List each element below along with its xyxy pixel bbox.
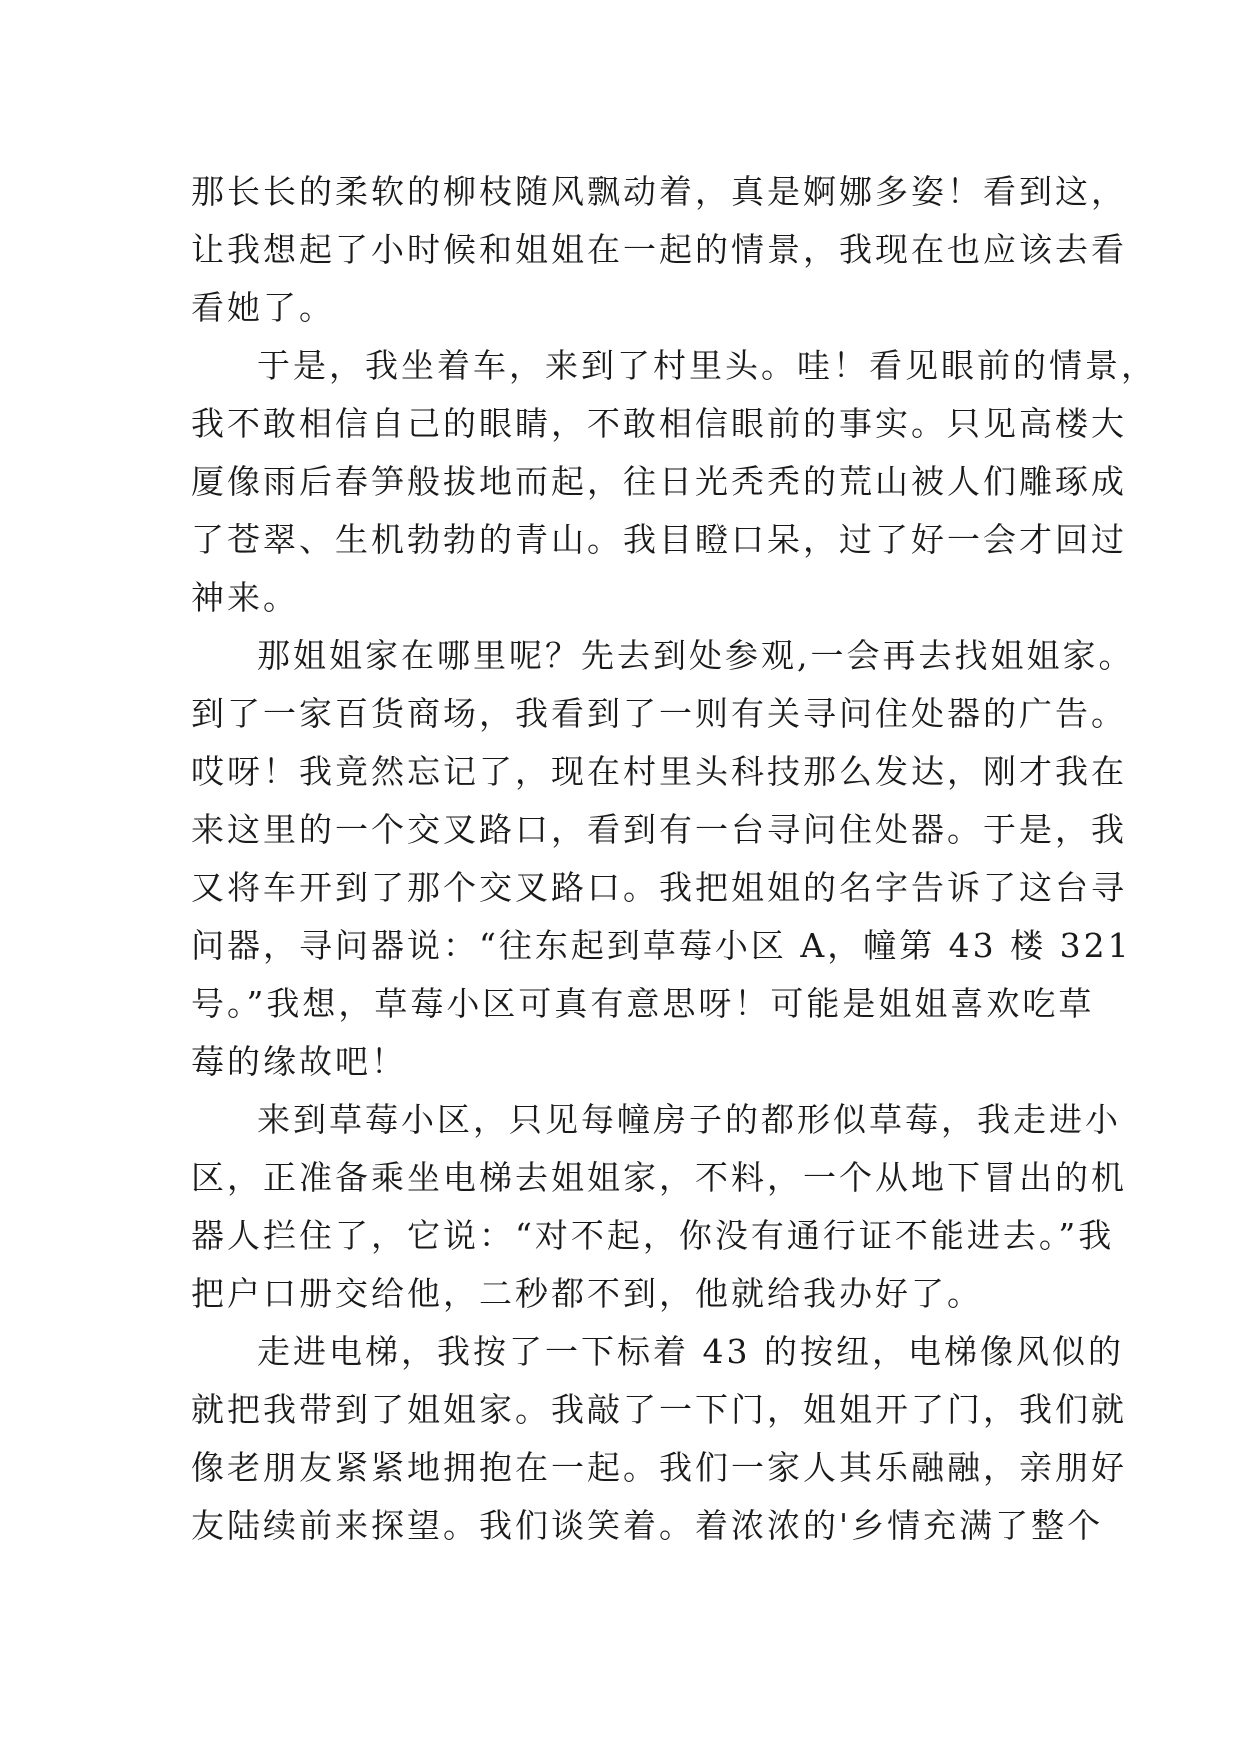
paragraph-line: 莓的缘故吧！ [191, 1042, 407, 1081]
paragraph-2 [191, 337, 1157, 627]
paragraph-line: 那姐姐家在哪里呢？先去到处参观,一会再去找姐姐家。 [257, 636, 1135, 675]
document-body [191, 163, 1157, 1555]
paragraph-line: 来到草莓小区，只见每幢房子的都形似草莓，我走进小 [257, 1100, 1121, 1139]
paragraph-line: 走进电梯，我按了一下标着 43 的按纽，电梯像风似的 [257, 1332, 1124, 1371]
paragraph-line: 那长长的柔软的柳枝随风飘动着，真是婀娜多姿！看到这， [191, 172, 1127, 211]
paragraph-line: 区，正准备乘坐电梯去姐姐家，不料，一个从地下冒出的机 [191, 1158, 1127, 1197]
paragraph-line: 到了一家百货商场，我看到了一则有关寻问住处器的广告。 [191, 694, 1127, 733]
paragraph-line: 看她了。 [191, 288, 335, 327]
paragraph-1 [191, 163, 1127, 337]
paragraph-3 [191, 627, 1135, 1091]
paragraph-line: 器人拦住了，它说：“对不起，你没有通行证不能进去。”我 [191, 1216, 1115, 1255]
paragraph-line: 我不敢相信自己的眼睛，不敢相信眼前的事实。只见高楼大 [191, 404, 1127, 443]
paragraph-line: 哎呀！我竟然忘记了，现在村里头科技那么发达，刚才我在 [191, 752, 1127, 791]
paragraph-4 [191, 1091, 1127, 1323]
paragraph-line: 号。”我想，草莓小区可真有意思呀！可能是姐姐喜欢吃草 [191, 984, 1095, 1023]
paragraph-line: 又将车开到了那个交叉路口。我把姐姐的名字告诉了这台寻 [191, 868, 1127, 907]
paragraph-line: 把户口册交给他，二秒都不到，他就给我办好了。 [191, 1274, 983, 1313]
paragraph-line: 厦像雨后春笋般拔地而起，往日光秃秃的荒山被人们雕琢成 [191, 462, 1127, 501]
paragraph-line: 来这里的一个交叉路口，看到有一台寻问住处器。于是，我 [191, 810, 1127, 849]
paragraph-line: 像老朋友紧紧地拥抱在一起。我们一家人其乐融融，亲朋好 [191, 1448, 1127, 1487]
paragraph-5 [191, 1323, 1127, 1555]
paragraph-line: 了苍翠、生机勃勃的青山。我目瞪口呆，过了好一会才回过 [191, 520, 1127, 559]
paragraph-line: 问器，寻问器说：“往东起到草莓小区 A，幢第 43 楼 321 [191, 926, 1132, 965]
paragraph-line: 于是，我坐着车，来到了村里头。哇！看见眼前的情景， [257, 346, 1157, 385]
paragraph-line: 神来。 [191, 578, 299, 617]
paragraph-line: 让我想起了小时候和姐姐在一起的情景，我现在也应该去看 [191, 230, 1127, 269]
paragraph-line: 就把我带到了姐姐家。我敲了一下门，姐姐开了门，我们就 [191, 1390, 1127, 1429]
paragraph-line: 友陆续前来探望。我们谈笑着。着浓浓的'乡情充满了整个 [191, 1506, 1104, 1545]
